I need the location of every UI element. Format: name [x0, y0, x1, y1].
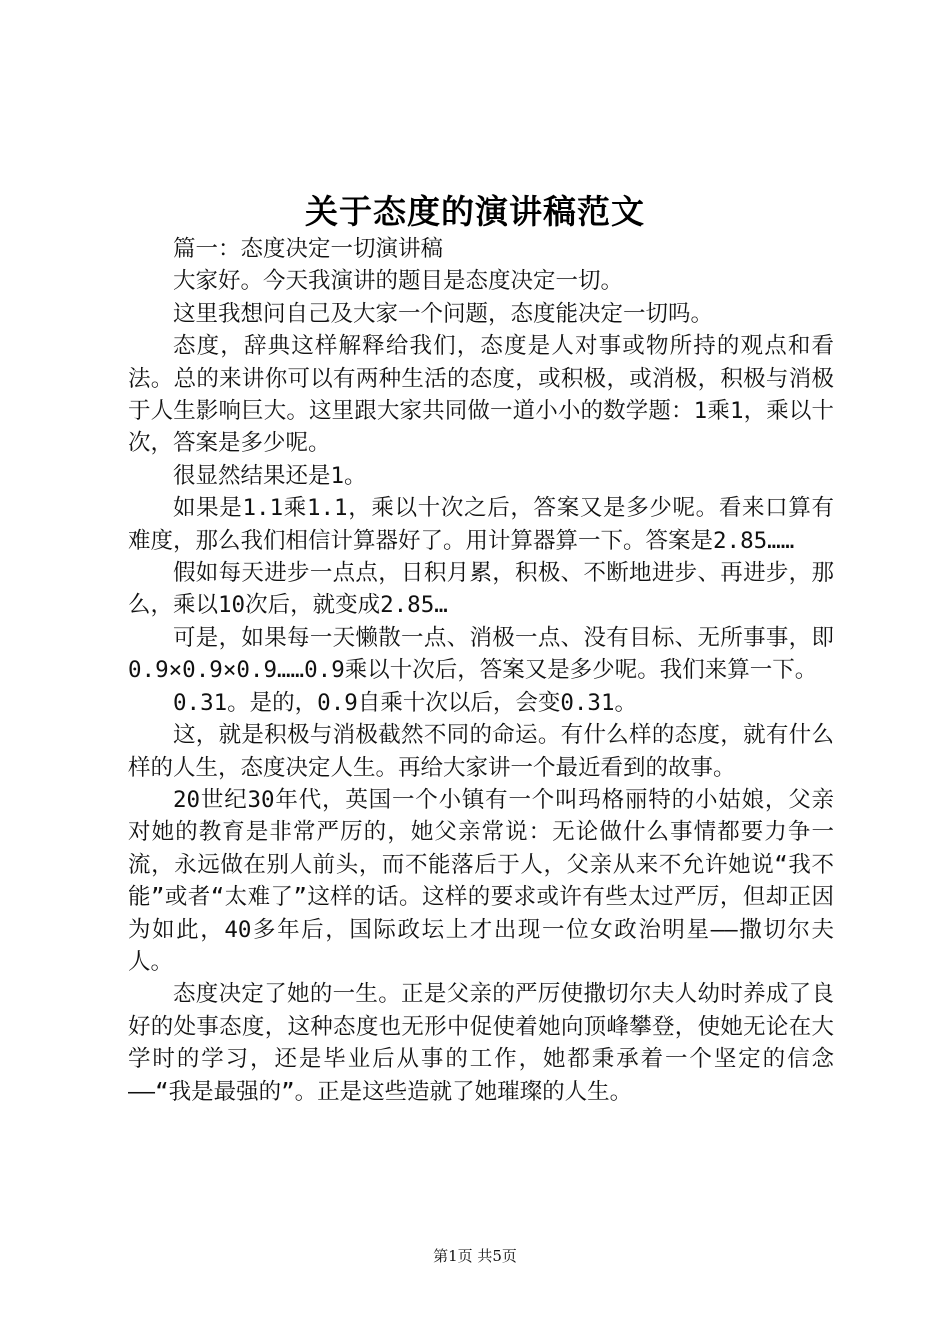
- paragraph: 篇一：态度决定一切演讲稿: [173, 236, 444, 262]
- paragraph: 这，就是积极与消极截然不同的命运。有什么样的态度，就有什么样的人生，态度决定人生。再给大家讲一个最近看到的故事。: [128, 722, 834, 781]
- paragraph: 假如每天进步一点点，日积月累，积极、不断地进步、再进步，那么，乘以10次后，就变成2.85…: [128, 560, 834, 619]
- document-title: 关于态度的演讲稿范文: [305, 192, 645, 231]
- paragraph: 态度，辞典这样解释给我们，态度是人对事或物所持的观点和看法。总的来讲你可以有两种生活的态度，或积极，或消极，积极与消极于人生影响巨大。这里跟大家共同做一道小小的数学题：1乘1，乘以十次，答案是多少呢。: [128, 333, 834, 457]
- page-footer: 第1页 共5页: [433, 1247, 517, 1265]
- paragraph: 态度决定了她的一生。正是父亲的严厉使撒切尔夫人幼时养成了良好的处事态度，这种态度也无形中促使着她向顶峰攀登，使她无论在大学时的学习，还是毕业后从事的工作，她都秉承着一个坚定的信念——“我是最强的”。正是这些造就了她璀璨的人生。: [128, 981, 834, 1105]
- paragraph: 可是，如果每一天懒散一点、消极一点、没有目标、无所事事，即0.9×0.9×0.9……0.9乘以十次后，答案又是多少呢。我们来算一下。: [128, 624, 834, 684]
- document-body: [128, 233, 834, 1108]
- paragraph: 这里我想问自己及大家一个问题，态度能决定一切吗。: [173, 300, 714, 327]
- paragraph: 20世纪30年代，英国一个小镇有一个叫玛格丽特的小姑娘，父亲对她的教育是非常严厉的，她父亲常说：无论做什么事情都要力争一流，永远做在别人前头，而不能落后于人，父亲从来不允许她说“我不能”或者“太难了”这样的话。这样的要求或许有些太过严厉，但却正因为如此，40多年后，国际政坛上才出现一位女政治明星——撒切尔夫人。: [128, 786, 834, 975]
- paragraph: 如果是1.1乘1.1，乘以十次之后，答案又是多少呢。看来口算有难度，那么我们相信计算器好了。用计算器算一下。答案是2.85……: [128, 495, 834, 554]
- paragraph: 0.31。是的，0.9自乘十次以后，会变0.31。: [173, 689, 638, 716]
- paragraph: 大家好。今天我演讲的题目是态度决定一切。: [173, 268, 624, 295]
- paragraph: 很显然结果还是1。: [173, 462, 367, 489]
